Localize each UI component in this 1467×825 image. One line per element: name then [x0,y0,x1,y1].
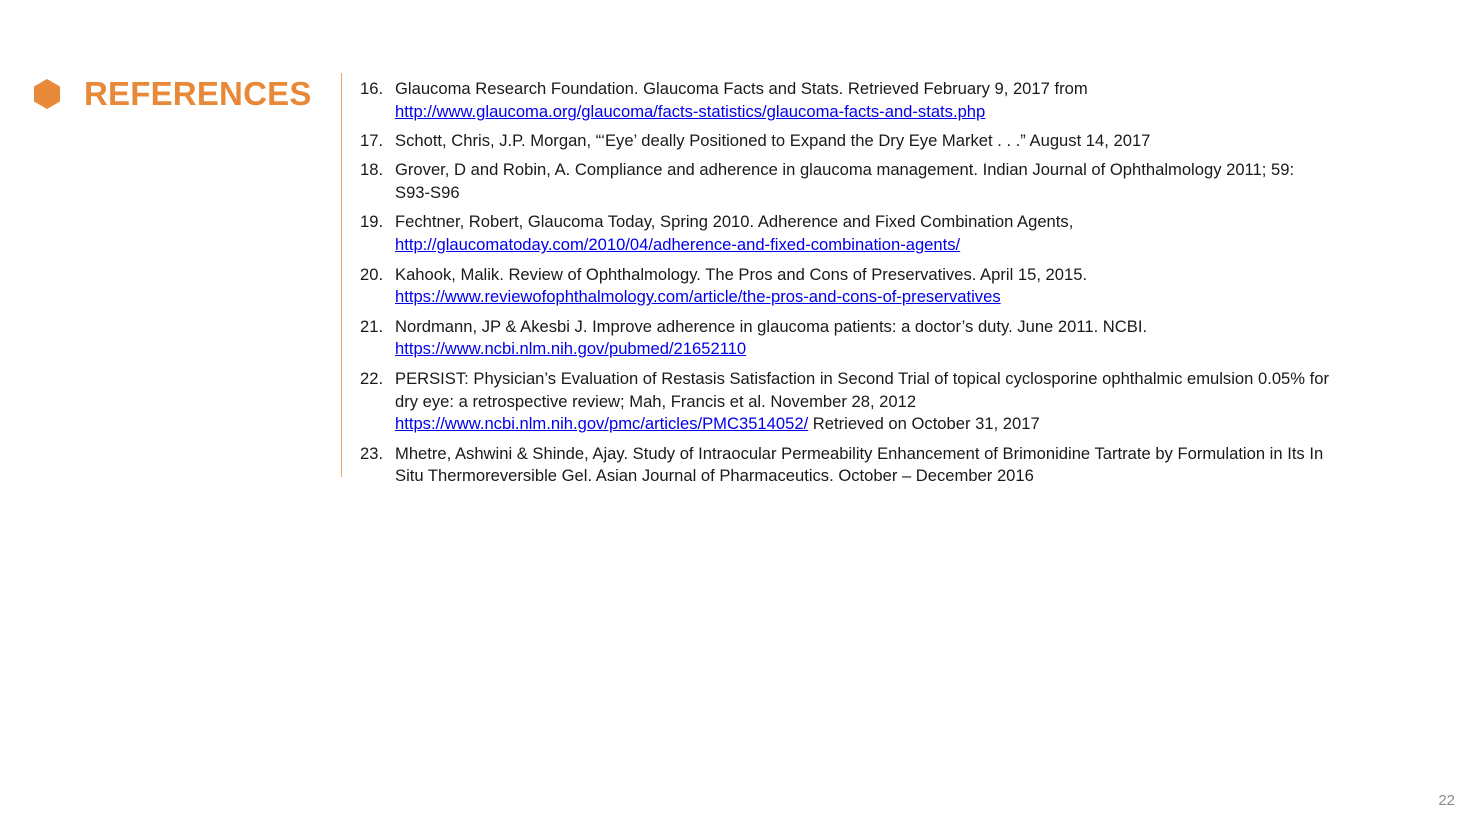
reference-item [360,368,1400,436]
reference-text: Kahook, Malik. Review of Ophthalmology. The Pros and Cons of Preservatives. April 15, 2015. [395,264,1088,284]
reference-item [360,78,1400,124]
reference-item [360,211,1400,257]
reference-number: 18. [360,160,384,180]
reference-line [395,101,1400,124]
reference-text: Nordmann, JP & Akesbi J. Improve adherence in glaucoma patients: a doctor’s duty. June 2011. NCBI. [395,316,1148,336]
reference-item [360,316,1400,362]
title-block [33,74,312,114]
reference-text: Fechtner, Robert, Glaucoma Today, Spring 2010. Adherence and Fixed Combination Agents, [395,212,1074,232]
reference-number: 19. [360,212,384,232]
reference-link[interactable]: https://www.ncbi.nlm.nih.gov/pmc/articles/PMC3514052/ [395,414,809,434]
reference-line [395,234,1400,257]
vertical-divider [341,73,342,477]
reference-number: 21. [360,316,384,336]
reference-line [395,368,1400,391]
reference-line [395,391,1400,414]
reference-text: Glaucoma Research Foundation. Glaucoma Facts and Stats. Retrieved February 9, 2017 from [395,79,1088,98]
reference-text: Grover, D and Robin, A. Compliance and adherence in glaucoma management. Indian Journal of Ophthalmology 2011; 59: [395,160,1295,180]
reference-link[interactable]: http://glaucomatoday.com/2010/04/adherence-and-fixed-combination-agents/ [395,235,961,255]
page-title: REFERENCES [84,75,312,112]
reference-number: 17. [360,131,384,151]
reference-text: PERSIST: Physician’s Evaluation of Restasis Satisfaction in Second Trial of topical cyclosporine ophthalmic emulsion 0.05% for [395,368,1330,388]
reference-number: 23. [360,443,384,463]
reference-line [395,211,1400,234]
reference-line [395,465,1400,488]
reference-text: Mhetre, Ashwini & Shinde, Ajay. Study of Intraocular Permeability Enhancement of Brimonidine Tartrate by Formulation in Its In [395,443,1324,463]
reference-line [395,286,1400,309]
reference-trailing-text: Retrieved on October 31, 2017 [808,414,1040,434]
reference-link[interactable]: https://www.ncbi.nlm.nih.gov/pubmed/21652110 [395,339,747,359]
reference-line [395,264,1400,287]
reference-line [395,413,1400,436]
reference-link[interactable]: https://www.reviewofophthalmology.com/article/the-pros-and-cons-of-preservatives [395,287,1001,307]
page-number: 22 [1438,792,1455,809]
reference-text: dry eye: a retrospective review; Mah, Francis et al. November 28, 2012 [395,391,917,411]
hexagon-icon [33,78,61,110]
reference-number: 20. [360,264,384,284]
reference-text: Schott, Chris, J.P. Morgan, “‘Eye’ deally Positioned to Expand the Dry Eye Market . . .” August 14, 2017 [395,131,1151,151]
reference-item [360,443,1400,489]
reference-list [360,78,1400,495]
reference-item [360,130,1400,153]
reference-line [395,130,1400,153]
reference-number: 16. [360,79,384,98]
reference-text: S93-S96 [395,183,460,203]
reference-line [395,338,1400,361]
reference-item [360,159,1400,205]
reference-text: Situ Thermoreversible Gel. Asian Journal of Pharmaceutics. October – December 2016 [395,466,1034,486]
reference-line [395,78,1400,101]
reference-item [360,264,1400,310]
reference-line [395,316,1400,339]
reference-line [395,182,1400,205]
reference-link[interactable]: http://www.glaucoma.org/glaucoma/facts-statistics/glaucoma-facts-and-stats.php [395,101,986,121]
reference-line [395,159,1400,182]
reference-number: 22. [360,368,384,388]
reference-line [395,443,1400,466]
